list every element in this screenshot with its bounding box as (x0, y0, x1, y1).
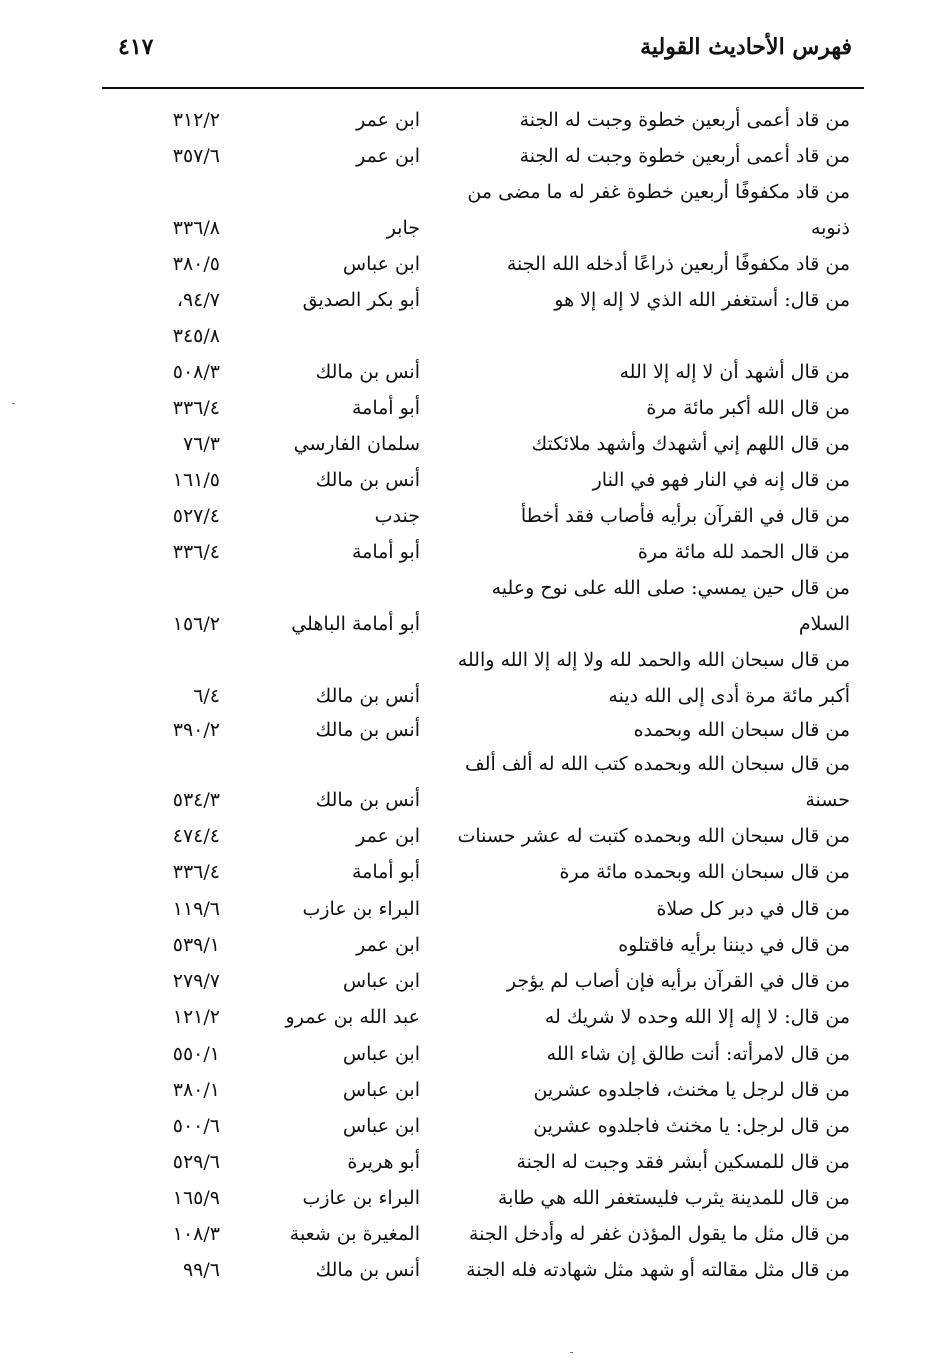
narrator-name: أبو بكر الصديق (302, 289, 420, 311)
volume-page-reference: ٥٣٤/٣ (172, 789, 220, 811)
hadith-text: حسنة (805, 789, 850, 811)
hadith-text: من قال في القرآن برأيه فأصاب فقد أخطأ (520, 505, 850, 527)
hadith-text: من قال الله أكبر مائة مرة (646, 397, 850, 419)
hadith-text: من قال سبحان الله والحمد لله ولا إله إلا الله والله (457, 649, 850, 671)
volume-page-reference: ١٦١/٥ (172, 469, 220, 491)
hadith-text: من قال سبحان الله وبحمده (633, 719, 850, 741)
hadith-text: من قاد أعمى أربعين خطوة وجبت له الجنة (519, 109, 850, 131)
volume-page-reference: ١٦٥/٩ (172, 1187, 220, 1209)
hadith-text: من قال مثل مقالته أو شهد مثل شهادته فله الجنة (466, 1259, 850, 1281)
hadith-text: من قاد أعمى أربعين خطوة وجبت له الجنة (519, 145, 850, 167)
running-head-title: فهرس الأحاديث القولية (640, 34, 852, 60)
volume-page-reference: ٣٤٥/٨ (172, 325, 220, 347)
volume-page-reference: ٣٣٦/٨ (172, 217, 220, 239)
volume-page-reference: ٥٥٠/١ (172, 1043, 220, 1065)
hadith-text: من قال: أستغفر الله الذي لا إله إلا هو (554, 289, 850, 311)
hadith-text: من قاد مكفوفًا أربعين خطوة غفر له ما مضى من (467, 181, 850, 203)
volume-page-reference: ٣٣٦/٤ (172, 541, 220, 563)
hadith-text: من قال لرجل يا مخنث، فاجلدوه عشرين (533, 1079, 850, 1101)
narrator-name: ابن عمر (356, 145, 420, 167)
volume-page-reference: ٣٩٠/٢ (172, 719, 220, 741)
narrator-name: ابن عمر (356, 109, 420, 131)
volume-page-reference: ٣٨٠/٥ (172, 253, 220, 275)
volume-page-reference: ٢٧٩/٧ (172, 970, 220, 992)
hadith-text: من قال سبحان الله وبحمده كتبت له عشر حسنات (457, 825, 850, 847)
hadith-text: من قال سبحان الله وبحمده مائة مرة (559, 861, 850, 883)
volume-page-reference: ٧٦/٣ (182, 433, 220, 455)
narrator-name: جندب (374, 505, 420, 527)
narrator-name: ابن عباس (342, 1115, 420, 1137)
narrator-name: أنس بن مالك (315, 685, 420, 707)
volume-page-reference: ١٢١/٢ (172, 1006, 220, 1028)
hadith-text: من قال للمدينة يثرب فليستغفر الله هي طابة (497, 1187, 850, 1209)
hadith-text: من قال لرجل: يا مخنث فاجلدوه عشرين (533, 1115, 850, 1137)
volume-page-reference: ٥٣٩/١ (172, 934, 220, 956)
narrator-name: ابن عمر (356, 825, 420, 847)
narrator-name: ابن عباس (342, 1079, 420, 1101)
volume-page-reference: ٤٧٤/٤ (172, 825, 220, 847)
volume-page-reference: ٩٩/٦ (182, 1259, 220, 1281)
volume-page-reference: ٣٥٧/٦ (172, 145, 220, 167)
hadith-text: من قال لامرأته: أنت طالق إن شاء الله (546, 1043, 850, 1065)
narrator-name: أنس بن مالك (315, 469, 420, 491)
narrator-name: ابن عباس (342, 970, 420, 992)
hadith-text: من قال في القرآن برأيه فإن أصاب لم يؤجر (506, 970, 850, 992)
hadith-text: من قال في دبر كل صلاة (656, 898, 850, 920)
narrator-name: البراء بن عازب (302, 898, 420, 920)
hadith-text: من قاد مكفوفًا أربعين ذراعًا أدخله الله الجنة (506, 253, 850, 275)
narrator-name: أنس بن مالك (315, 1259, 420, 1281)
narrator-name: سلمان الفارسي (293, 433, 420, 455)
narrator-name: أنس بن مالك (315, 789, 420, 811)
volume-page-reference: ١٥٦/٢ (172, 613, 220, 635)
hadith-text: من قال حين يمسي: صلى الله على نوح وعليه (491, 577, 850, 599)
narrator-name: المغيرة بن شعبة (289, 1223, 420, 1245)
hadith-text: ذنوبه (810, 217, 850, 239)
hadith-text: من قال إنه في النار فهو في النار (592, 469, 850, 491)
scan-mark (570, 1352, 573, 1353)
volume-page-reference: ١٠٨/٣ (172, 1223, 220, 1245)
volume-page-reference: ٣٣٦/٤ (172, 861, 220, 883)
volume-page-reference: ٣٣٦/٤ (172, 397, 220, 419)
narrator-name: أبو أمامة (351, 541, 420, 563)
narrator-name: عبد الله بن عمرو (285, 1006, 420, 1028)
hadith-text: أكبر مائة مرة أدى إلى الله دينه (608, 685, 850, 707)
hadith-text: من قال أشهد أن لا إله إلا الله (619, 361, 850, 383)
narrator-name: البراء بن عازب (302, 1187, 420, 1209)
scan-mark (12, 403, 15, 404)
narrator-name: ابن عمر (356, 934, 420, 956)
narrator-name: جابر (386, 217, 420, 239)
volume-page-reference: ٥٢٩/٦ (172, 1151, 220, 1173)
hadith-text: السلام (798, 613, 850, 635)
volume-page-reference: ٣١٢/٢ (172, 109, 220, 131)
narrator-name: أبو هريرة (347, 1151, 420, 1173)
hadith-text: من قال الحمد لله مائة مرة (637, 541, 850, 563)
header-rule (102, 87, 864, 89)
narrator-name: أبو أمامة (351, 397, 420, 419)
hadith-text: من قال سبحان الله وبحمده كتب الله له ألف ألف (465, 753, 850, 775)
hadith-text: من قال في ديننا برأيه فاقتلوه (618, 934, 850, 956)
narrator-name: ابن عباس (342, 1043, 420, 1065)
narrator-name: أبو أمامة الباهلي (291, 613, 420, 635)
volume-page-reference: ٥٢٧/٤ (172, 505, 220, 527)
narrator-name: أبو أمامة (351, 861, 420, 883)
volume-page-reference: ٥٠٨/٣ (172, 361, 220, 383)
hadith-text: من قال اللهم إني أشهدك وأشهد ملائكتك (531, 433, 850, 455)
hadith-text: من قال: لا إله إلا الله وحده لا شريك له (544, 1006, 850, 1028)
volume-page-reference: ١١٩/٦ (172, 898, 220, 920)
page-number: ٤١٧ (118, 34, 154, 60)
volume-page-reference: ٣٨٠/١ (172, 1079, 220, 1101)
volume-page-reference: ٩٤/٧، (176, 289, 220, 311)
volume-page-reference: ٥٠٠/٦ (172, 1115, 220, 1137)
hadith-text: من قال للمسكين أبشر فقد وجبت له الجنة (516, 1151, 850, 1173)
volume-page-reference: ٦/٤ (193, 685, 220, 707)
narrator-name: ابن عباس (342, 253, 420, 275)
narrator-name: أنس بن مالك (315, 361, 420, 383)
hadith-text: من قال مثل ما يقول المؤذن غفر له وأدخل الجنة (468, 1223, 850, 1245)
narrator-name: أنس بن مالك (315, 719, 420, 741)
